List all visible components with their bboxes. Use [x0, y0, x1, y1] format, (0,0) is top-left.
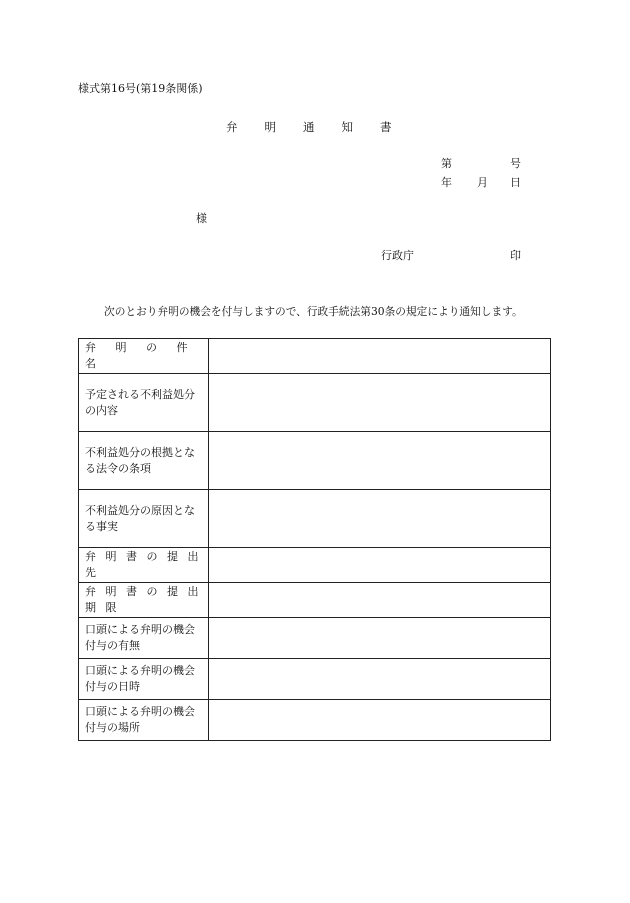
row-label: 弁 明 書 の 提 出 先	[79, 548, 209, 583]
table-row	[79, 548, 551, 583]
row-value[interactable]	[209, 583, 551, 618]
title-char: 弁	[226, 120, 238, 134]
table-row	[79, 374, 551, 432]
row-value[interactable]	[209, 374, 551, 432]
row-value[interactable]	[209, 339, 551, 374]
doc-number-suffix: 号	[510, 157, 521, 170]
row-label: 不利益処分の原因となる事実	[79, 490, 209, 548]
form-number: 様式第16号(第19条関係)	[78, 82, 203, 95]
details-table	[78, 338, 551, 741]
title-char: 知	[341, 120, 353, 134]
table-row	[79, 432, 551, 490]
body-text: 次のとおり弁明の機会を付与しますので、行政手続法第30条の規定により通知します。	[104, 305, 523, 318]
issuer-name: 行政庁	[381, 249, 414, 262]
table-row	[79, 659, 551, 700]
table-row	[79, 700, 551, 741]
date-month: 月	[477, 176, 488, 189]
table-row	[79, 618, 551, 659]
row-value[interactable]	[209, 659, 551, 700]
doc-number-prefix: 第	[441, 157, 452, 170]
row-value[interactable]	[209, 490, 551, 548]
row-value[interactable]	[209, 432, 551, 490]
date-day: 日	[510, 176, 521, 189]
row-label: 弁 明 の 件 名	[79, 339, 209, 374]
row-label: 口頭による弁明の機会付与の場所	[79, 700, 209, 741]
title-char: 明	[264, 120, 276, 134]
row-value[interactable]	[209, 700, 551, 741]
row-label: 口頭による弁明の機会付与の有無	[79, 618, 209, 659]
row-value[interactable]	[209, 548, 551, 583]
title-char: 書	[380, 120, 392, 134]
document-title	[226, 120, 392, 134]
row-label: 不利益処分の根拠となる法令の条項	[79, 432, 209, 490]
table-row	[79, 583, 551, 618]
addressee-suffix: 様	[196, 212, 207, 225]
title-char: 通	[303, 120, 315, 134]
row-label: 弁 明 書 の 提 出 期 限	[79, 583, 209, 618]
date-year: 年	[441, 176, 452, 189]
table-row	[79, 490, 551, 548]
table-row	[79, 339, 551, 374]
row-value[interactable]	[209, 618, 551, 659]
row-label: 予定される不利益処分の内容	[79, 374, 209, 432]
issuer-seal: 印	[510, 249, 521, 262]
row-label: 口頭による弁明の機会付与の日時	[79, 659, 209, 700]
